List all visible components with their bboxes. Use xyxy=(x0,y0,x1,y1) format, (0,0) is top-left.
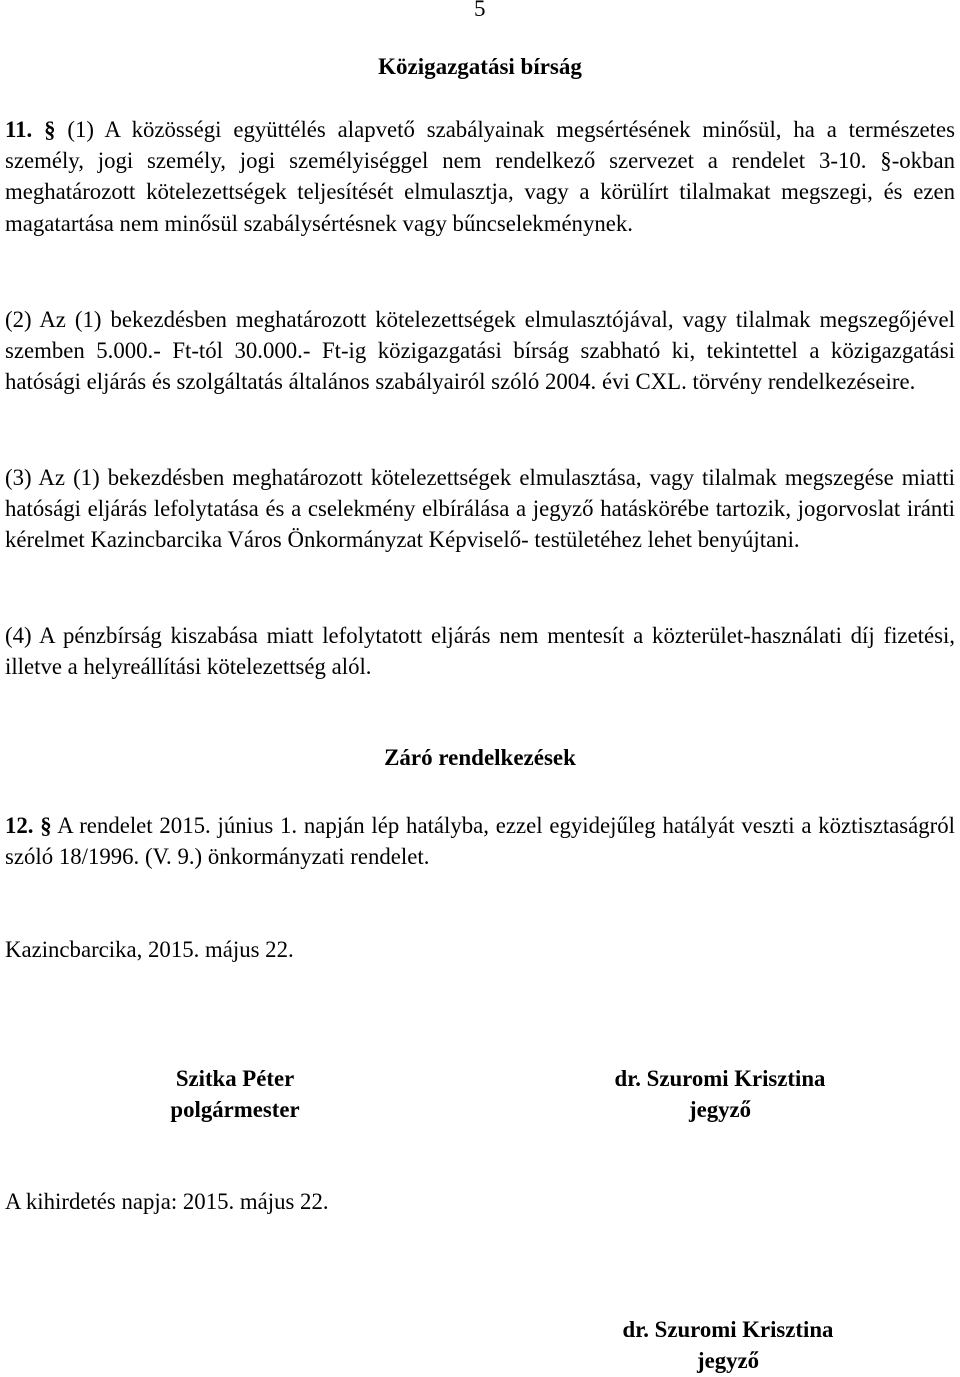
signer-name: Szitka Péter xyxy=(175,1066,295,1091)
signer-name: dr. Szuromi Krisztina xyxy=(622,1317,834,1342)
section-sign: § xyxy=(40,813,52,838)
signature-mayor xyxy=(90,1063,380,1125)
signer-role: jegyző xyxy=(696,1348,760,1374)
signer-role: polgármester xyxy=(170,1097,300,1123)
paragraph-11-3: (3) Az (1) bekezdésben meghatározott kötelezettségek elmulasztása, vagy tilalmak megszegése miatti hatósági eljárás lefolytatása és a cselekmény elbírálása a jegyző hatáskörébe tartozik, jogorvoslat iránti kérelmet Kazincbarcika Város Önkormányzat Képviselő- testületéhez lehet benyújtani. xyxy=(5,465,955,553)
paragraph-11-2: (2) Az (1) bekezdésben meghatározott kötelezettségek elmulasztójával, vagy tilalmak megszegőjével szemben 5.000.- Ft-tól 30.000.- Ft-ig közigazgatási bírság szabható ki, tekintettel a közigazgatási hatósági eljárás és szolgáltatás általános szabályairól szóló 2004. évi CXL. törvény rendelkezéseire. xyxy=(5,307,955,395)
place-and-date: Kazincbarcika, 2015. május 22. xyxy=(5,937,294,962)
paragraph-11-4: (4) A pénzbírság kiszabása miatt lefolytatott eljárás nem mentesít a közterület-használati díj fizetési, illetve a helyreállítási kötelezettség alól. xyxy=(5,623,955,680)
page-number: 5 xyxy=(474,0,486,21)
section-number-11: 11. xyxy=(5,117,33,142)
signature-notary xyxy=(570,1063,870,1125)
paragraph-11-1 xyxy=(5,114,955,239)
announcement-date: A kihirdetés napja: 2015. május 22. xyxy=(5,1189,329,1214)
final-signature-notary xyxy=(578,1314,878,1376)
paragraph-12 xyxy=(5,810,955,872)
section-title-final-provisions: Záró rendelkezések xyxy=(384,745,576,770)
signer-name: dr. Szuromi Krisztina xyxy=(614,1066,826,1091)
section-sign: § xyxy=(44,117,56,142)
paragraph-11-1-text: (1) A közösségi együttélés alapvető szabályainak megsértésének minősül, ha a természetes személy, jogi személy, jogi személyiséggel nem rendelkező szervezet a rendelet 3-10. §-okban meghatározott kötelezettségek teljesítését elmulasztja, vagy a körülírt tilalmakat megszegi, és ezen magatartása nem minősül szabálysértésnek vagy bűncselekménynek. xyxy=(5,117,955,236)
section-number-12: 12. xyxy=(5,813,34,838)
section-title-administrative-fine: Közigazgatási bírság xyxy=(378,54,582,79)
paragraph-12-text: A rendelet 2015. június 1. napján lép hatályba, ezzel egyidejűleg hatályát veszti a köztisztaságról szóló 18/1996. (V. 9.) önkormányzati rendelet. xyxy=(5,813,955,870)
signer-role: jegyző xyxy=(688,1097,752,1123)
